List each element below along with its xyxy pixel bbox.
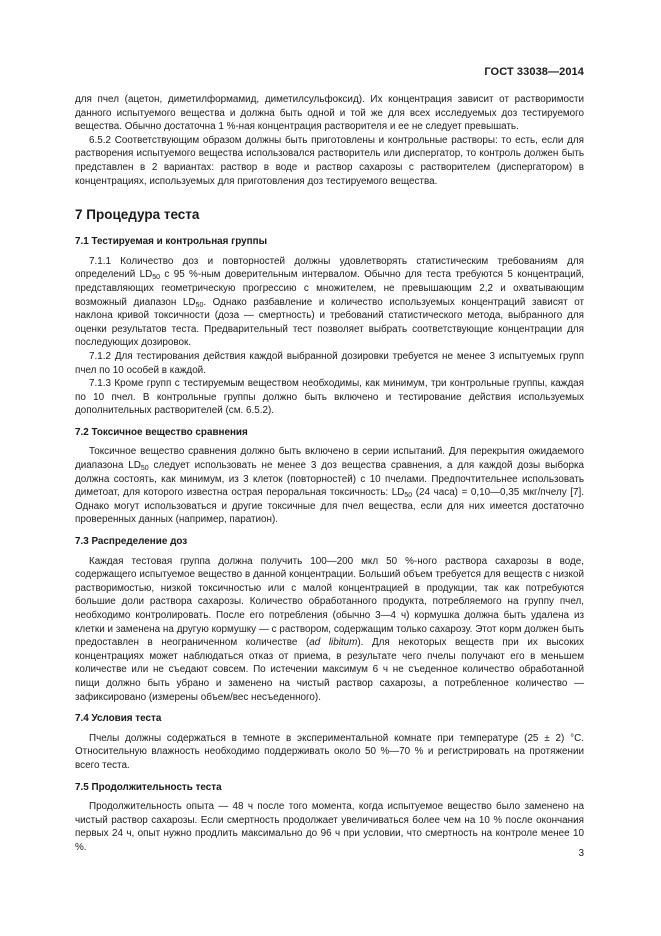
section-7-2-heading: 7.2 Токсичное вещество сравнения <box>75 426 248 438</box>
paragraph-7-5: Продолжительность опыта — 48 ч после того момента, когда испытуемое вещество было заменено на чистый раствор сахарозы. Если смертность продолжает увеличиваться более чем на 10 % после окончания первых 24 ч, опыт нужно продлить максимально до 96 ч при условии, что смертность на контроле менее 10 %. <box>75 801 584 853</box>
paragraph-7-1-2: 7.1.2 Для тестирования действия каждой выбранной дозировки требуется не менее 3 испытуемых групп пчел по 10 особей в каждой. <box>75 350 584 376</box>
document-code-header: ГОСТ 33038—2014 <box>484 66 584 78</box>
paragraph-6-5-2: 6.5.2 Соответствующим образом должны быть приготовлены и контрольные растворы: то есть, если для растворения испытуемого вещества использовался растворитель или диспергатор, то контроль должен быть представлен в 2 вариантах: раствор в воде и раствор сахарозы с растворителем (диспергатором) в концентрациях, используемых для приготовления доз тестируемого вещества. <box>75 134 584 187</box>
paragraph-7-1-3: 7.1.3 Кроме групп с тестируемым веществом необходимы, как минимум, три контрольные группы, каждая по 10 пчел. В контрольные группы должно быть включено и тестирование действия используемых дополнительных растворителей (см. 6.5.2). <box>75 378 584 417</box>
section-7-3-heading: 7.3 Распределение доз <box>75 536 188 548</box>
section-7-4-heading: 7.4 Условия теста <box>75 713 162 725</box>
paragraph-intro: для пчел (ацетон, диметилформамид, диметилсульфоксид). Их концентрация зависит от растворимости данного испытуемого вещества и должна быть одной и той же для всех исследуемых доз тестируемого вещества. Обычно достаточна 1 %-ная концентрация растворителя и ее не следует превышать. <box>75 94 584 133</box>
paragraph-7-1-1: 7.1.1 Количество доз и повторностей должны удовлетворять статистическим требованиям для определений $LD_{50}$ с 95 %-ным доверительным интервалом. Обычно для теста требуются 5 концентраций, представляющих геометрическую прогрессию с множителем, не превышающим 2,2 и охватывающим возможный диапазон $LD_{50}$. Однако разбавление и количество используемых концентраций зависят от наклона кривой токсичности (доза — смертность) и требований статистического метода, выбранного для оценки результатов теста. Предварительный тест позволяет выбрать соответствующие концентрации для последующих дозировок. <box>75 255 585 349</box>
paragraph-7-3: Каждая тестовая группа должна получить 100—200 мкл 50 %-ного раствора сахарозы в воде, содержащего испытуемое вещество в данной концентрации. Больший объем требуется для веществ с низкой растворимостью, низкой токсичностью или с малой концентрацией в продукции, так как потребуются большие доли раствора сахарозы. Количество обработанного продукта, потребляемого на группу пчел, необходимо контролировать. После его потребления (обычно 3—4 ч) кормушка должна быть удалена из клетки и заменена на другую кормушку — с раствором, содержащим только сахарозу. Этот корм должен быть предоставлен в неограниченном количестве (ad libitum). Для некоторых веществ при их высоких концентрациях может наблюдаться отказ от приема, в результате чего пчелы получают его в меньшем количестве или не съедают совсем. По истечении максимум 6 ч не съеденное количество обработанной пищи должно быть убрано и заменено на чистый раствор сахарозы, а потребленное количество — зафиксировано (измерены объем/вес несъеденного). <box>75 555 584 703</box>
section-7-1-heading: 7.1 Тестируемая и контрольная группы <box>75 236 268 248</box>
paragraph-7-4: Пчелы должны содержаться в темноте в экспериментальной комнате при температуре (25 ± 2) °С. Относительную влажность необходимо поддерживать около 50 %—70 % и регистрировать на протяжении всего теста. <box>75 732 584 771</box>
page-number: 3 <box>578 848 584 859</box>
paragraph-7-2: Токсичное вещество сравнения должно быть включено в серии испытаний. Для перекрытия ожидаемого диапазона $LD_{50}$ следует использовать не менее 3 доз вещества сравнения, а для каждой дозы выборка должна состоять, как минимум, из 3 клеток (повторностей) с 10 пчелами. Предпочтительнее использовать диметоат, для которого известна острая пероральная токсичность: $LD_{50}$ (24 часа) = 0,10—0,35 мкг/пчелу [7]. Однако могут использоваться и другие токсичные для пчел вещества, если для них имеется достаточно проверенных данных (например, паратион). <box>75 446 584 526</box>
section-7-5-heading: 7.5 Продолжительность теста <box>75 781 222 793</box>
document-body <box>75 93 584 855</box>
section-7-heading: 7 Процедура теста <box>75 207 200 223</box>
